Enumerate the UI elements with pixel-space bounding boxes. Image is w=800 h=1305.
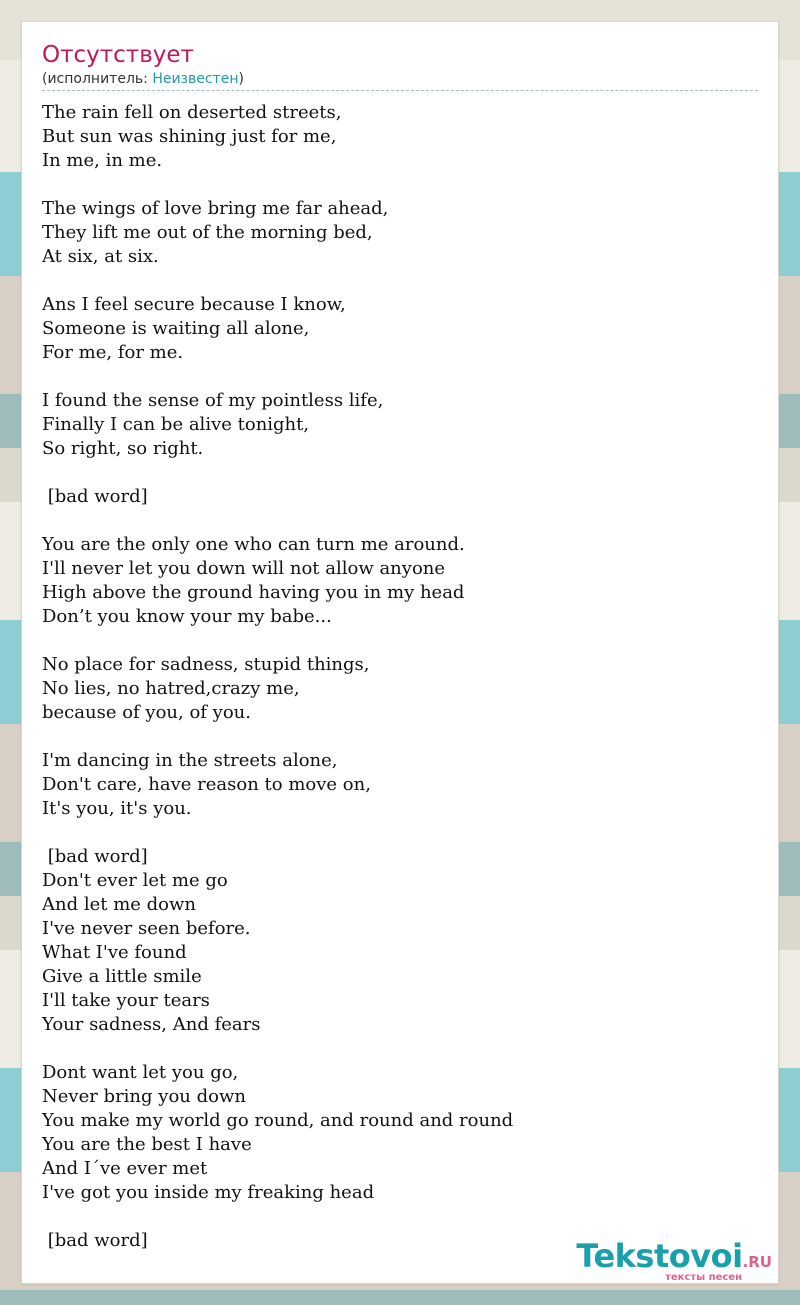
lyric-line: I'll never let you down will not allow anyone xyxy=(42,558,446,579)
lyric-line: No lies, no hatred,crazy me, xyxy=(42,678,300,699)
song-title: Отсутствует xyxy=(42,42,194,68)
lyric-line: High above the ground having you in my head xyxy=(42,582,465,603)
lyric-line xyxy=(42,629,758,653)
lyrics-text xyxy=(42,101,758,1253)
artist-suffix: ) xyxy=(238,71,244,87)
logo-suffix: .RU xyxy=(742,1253,772,1271)
lyric-line xyxy=(42,1037,758,1061)
lyric-line xyxy=(42,173,758,197)
lyric-line: At six, at six. xyxy=(42,246,159,267)
lyric-line xyxy=(42,365,758,389)
lyric-line: And I´ve ever met xyxy=(42,1158,208,1179)
lyric-line: You are the best I have xyxy=(42,1134,252,1155)
lyric-line: [bad word] xyxy=(42,486,148,507)
lyric-line: For me, for me. xyxy=(42,342,184,363)
song-header xyxy=(42,40,758,91)
lyric-line: Don't care, have reason to move on, xyxy=(42,774,371,795)
lyric-line: It's you, it's you. xyxy=(42,798,192,819)
lyric-line xyxy=(42,821,758,845)
lyric-line: You make my world go round, and round and round xyxy=(42,1110,514,1131)
lyric-line: [bad word] xyxy=(42,1230,148,1251)
lyric-line: You are the only one who can turn me around. xyxy=(42,534,465,555)
lyric-line: Someone is waiting all alone, xyxy=(42,318,310,339)
lyric-line: Finally I can be alive tonight, xyxy=(42,414,310,435)
lyric-line: I've got you inside my freaking head xyxy=(42,1182,375,1203)
lyric-line: Ans I feel secure because I know, xyxy=(42,294,346,315)
lyric-line: So right, so right. xyxy=(42,438,204,459)
lyric-line: [bad word] xyxy=(42,846,148,867)
lyric-line: What I've found xyxy=(42,942,187,963)
artist-prefix: (исполнитель: xyxy=(42,71,153,87)
lyric-line: No place for sadness, stupid things, xyxy=(42,654,370,675)
lyric-line: They lift me out of the morning bed, xyxy=(42,222,373,243)
lyric-line: I've never seen before. xyxy=(42,918,251,939)
artist-link[interactable]: Неизвестен xyxy=(152,71,239,87)
lyric-line: But sun was shining just for me, xyxy=(42,126,337,147)
lyric-line xyxy=(42,269,758,293)
artist-line xyxy=(42,70,758,91)
lyric-line: Never bring you down xyxy=(42,1086,246,1107)
logo-tagline: тексты песен xyxy=(665,1272,742,1283)
site-logo[interactable] xyxy=(576,1238,772,1283)
logo-main-text: Tekstovoi xyxy=(576,1237,743,1275)
lyric-line xyxy=(42,461,758,485)
lyric-line xyxy=(42,725,758,749)
lyric-line: The rain fell on deserted streets, xyxy=(42,102,342,123)
lyric-line xyxy=(42,1205,758,1229)
lyric-line: Your sadness, And fears xyxy=(42,1014,261,1035)
lyric-line: Don’t you know your my babe... xyxy=(42,606,332,627)
lyrics-card xyxy=(22,22,778,1283)
lyric-line xyxy=(42,509,758,533)
lyric-line: The wings of love bring me far ahead, xyxy=(42,198,389,219)
lyric-line: Don't ever let me go xyxy=(42,870,228,891)
lyric-line: Give a little smile xyxy=(42,966,202,987)
lyric-line: I found the sense of my pointless life, xyxy=(42,390,384,411)
lyric-line: Dont want let you go, xyxy=(42,1062,239,1083)
lyric-line: I'm dancing in the streets alone, xyxy=(42,750,338,771)
lyric-line: because of you, of you. xyxy=(42,702,251,723)
lyric-line: In me, in me. xyxy=(42,150,163,171)
lyric-line: And let me down xyxy=(42,894,197,915)
lyric-line: I'll take your tears xyxy=(42,990,210,1011)
